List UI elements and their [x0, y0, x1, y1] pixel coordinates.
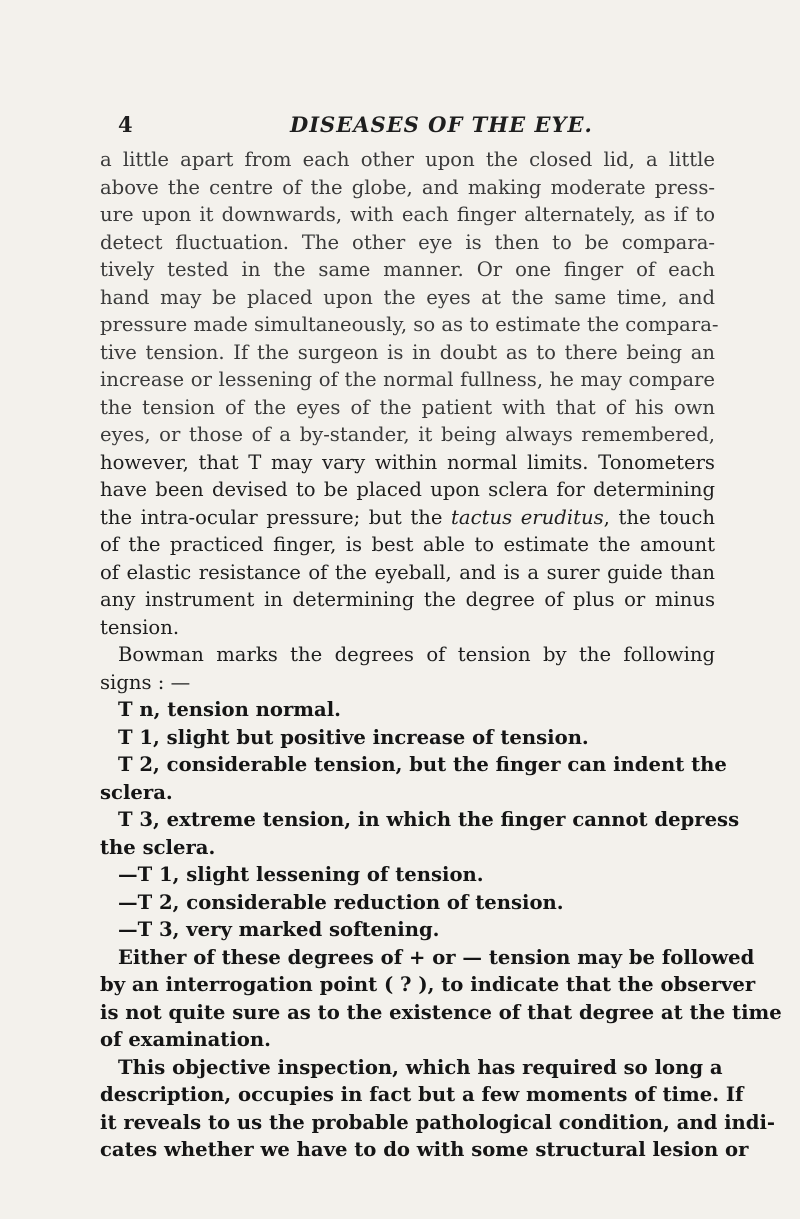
text-line: increase or lessening of the normal fullness, he may compare — [100, 368, 715, 391]
tension-sign-line: —T 2, considerable reduction of tension. — [118, 890, 564, 914]
text-line: a little apart from each other upon the closed lid, a little — [100, 148, 715, 171]
running-title: DISEASES OF THE EYE. — [290, 112, 593, 137]
text-line: Either of these degrees of + or — tension may be followed — [118, 945, 755, 969]
text-line-italic-phrase — [100, 504, 715, 532]
text-line: of elastic resistance of the eyeball, and is a surer guide than — [100, 560, 715, 584]
text-line: ure upon it downwards, with each finger alternately, as if to — [100, 203, 715, 226]
text-line: of examination. — [100, 1028, 271, 1051]
text-line: above the centre of the globe, and making moderate press- — [100, 175, 715, 199]
text-line: cates whether we have to do with some structural lesion or — [100, 1138, 749, 1161]
text-line: of the practiced finger, is best able to estimate the amount — [100, 533, 715, 556]
text-line: detect fluctuation. The other eye is then to be compara- — [100, 230, 715, 254]
text-segment: , the touch — [603, 505, 716, 529]
text-line: This objective inspection, which has required so long a — [118, 1055, 723, 1079]
text-segment: the intra-ocular pressure; but the — [100, 505, 452, 529]
tension-sign-line: —T 3, very marked softening. — [118, 918, 440, 941]
text-line: tively tested in the same manner. Or one finger of each — [100, 258, 715, 281]
body-text — [100, 146, 782, 1164]
tension-sign-line: —T 1, slight lessening of tension. — [118, 863, 484, 886]
text-line: Bowman marks the degrees of tension by the following — [118, 643, 715, 666]
text-line: signs : — — [100, 670, 191, 694]
text-line: tive tension. If the surgeon is in doubt as to there being an — [100, 340, 715, 364]
page-number: 4 — [118, 112, 133, 137]
tension-sign-line: sclera. — [100, 780, 173, 804]
text-line: it reveals to us the probable pathological condition, and indi- — [100, 1110, 776, 1134]
tension-sign-line: the sclera. — [100, 835, 216, 859]
text-line: pressure made simultaneously, so as to estimate the compara- — [100, 313, 719, 336]
text-line: have been devised to be placed upon sclera for determining — [100, 478, 715, 501]
tension-sign-line: T n, tension normal. — [118, 698, 341, 721]
text-line: by an interrogation point ( ? ), to indicate that the observer — [100, 973, 756, 996]
tension-sign-line: T 3, extreme tension, in which the finger cannot depress — [118, 808, 740, 831]
text-line: eyes, or those of a by-stander, it being always remembered, — [100, 423, 715, 446]
text-line: hand may be placed upon the eyes at the same time, and — [100, 285, 715, 309]
text-line: any instrument in determining the degree of plus or minus — [100, 588, 715, 611]
text-line: tension. — [100, 615, 180, 639]
text-line: is not quite sure as to the existence of that degree at the time — [100, 1000, 782, 1024]
text-line: description, occupies in fact but a few moments of time. If — [100, 1083, 744, 1106]
text-line: however, that T may vary within normal limits. Tonometers — [100, 450, 715, 474]
italic-phrase: tactus eruditus — [451, 505, 604, 529]
tension-sign-line: T 1, slight but positive increase of tension. — [118, 725, 589, 749]
page-header — [118, 112, 718, 142]
text-line: the tension of the eyes of the patient with that of his own — [100, 395, 715, 419]
tension-sign-line: T 2, considerable tension, but the finger can indent the — [118, 753, 727, 776]
